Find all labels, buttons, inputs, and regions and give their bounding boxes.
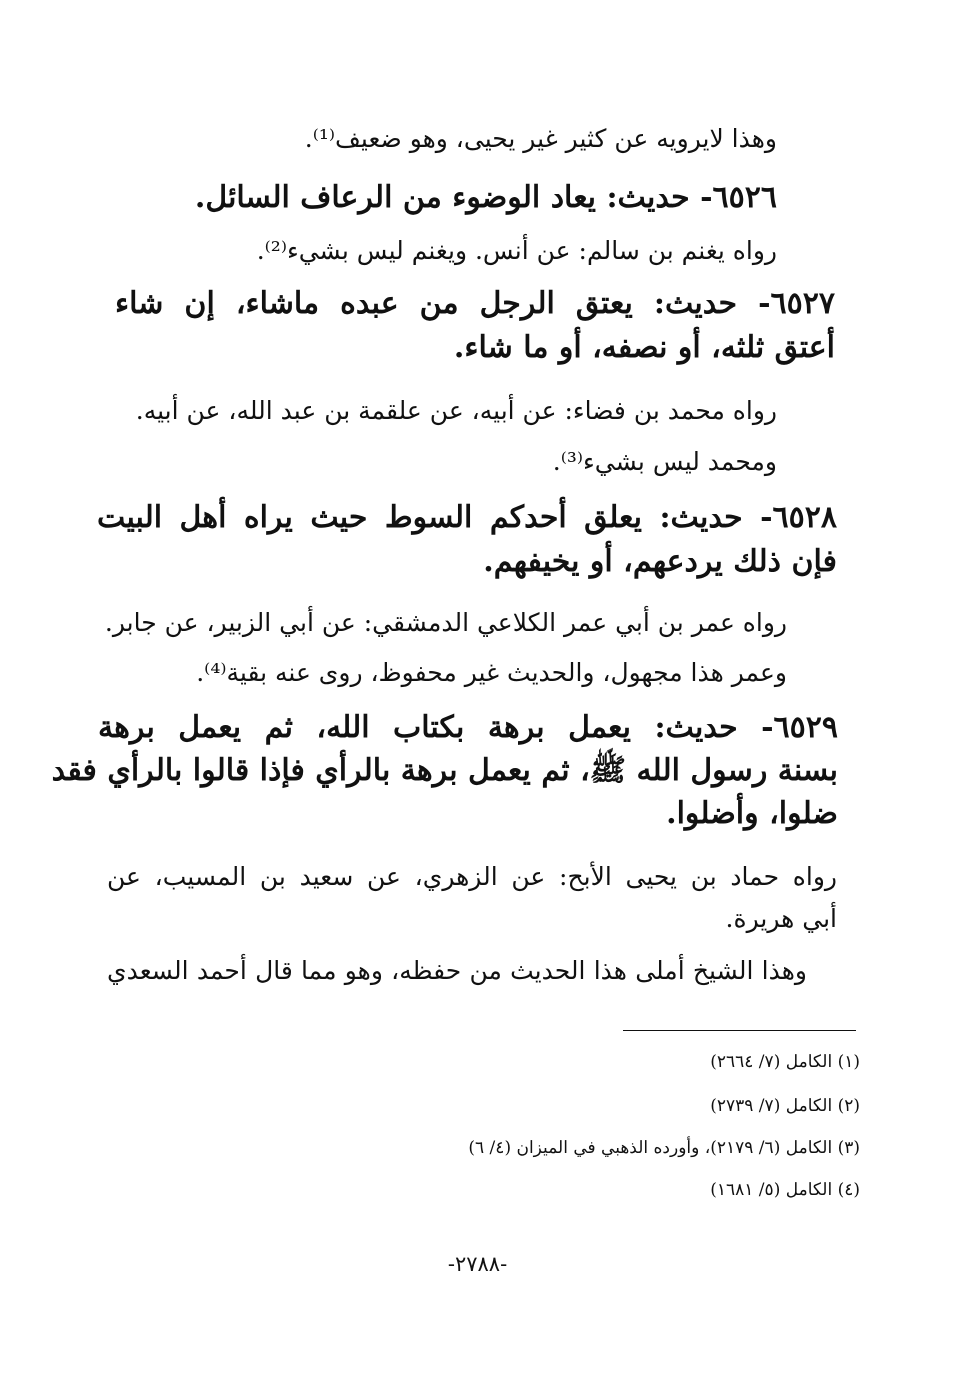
hadith-heading-6527: ٦٥٢٧- حديث: يعتق الرجل من عبده ماشاء، إن شاء	[115, 286, 835, 321]
hadith-heading-6527-cont: أعتق ثلثه، أو نصفه، أو ما شاء.	[453, 330, 835, 365]
footnote-1: (١) الكامل (٧/ ٢٦٦٤)	[710, 1052, 860, 1072]
footnote-2: (٢) الكامل (٧/ ٢٧٣٩)	[710, 1096, 860, 1116]
hadith-heading-6528-cont: فإن ذلك يردعهم، أو يخيفهم.	[483, 544, 837, 579]
footnote-separator	[623, 1030, 856, 1031]
hadith-heading-6529: ٦٥٢٩- حديث: يعمل برهة بكتاب الله، ثم يعمل برهة	[98, 710, 838, 745]
text-line: رواه محمد بن فضاء: عن أبيه، عن علقمة بن عبد الله، عن أبيه.	[135, 396, 777, 425]
hadith-heading-6528: ٦٥٢٨- حديث: يعلق أحدكم السوط حيث يراه أهل البيت	[97, 500, 837, 535]
text-line: ومحمد ليس بشيء⁽³⁾.	[552, 447, 777, 476]
hadith-heading-6529-end: ضلوا، وأضلوا.	[666, 796, 838, 831]
page-number: -٢٧٨٨-	[447, 1252, 508, 1276]
text-line: وهذا لايرويه عن كثير غير يحيى، وهو ضعيف⁽¹⁾.	[304, 124, 777, 153]
hadith-heading-6526: ٦٥٢٦- حديث: يعاد الوضوء من الرعاف السائل.	[194, 180, 777, 215]
text-line: وعمر هذا مجهول، والحديث غير محفوظ، روى عنه بقية⁽⁴⁾.	[196, 658, 787, 687]
text-line: وهذا الشيخ أملى هذا الحديث من حفظه، وهو مما قال أحمد السعدي	[107, 956, 807, 985]
footnote-4: (٤) الكامل (٥/ ١٦٨١)	[710, 1180, 860, 1200]
text-line: أبي هريرة.	[725, 904, 837, 933]
text-line: رواه عمر بن أبي عمر الكلاعي الدمشقي: عن أبي الزبير، عن جابر.	[104, 608, 787, 637]
hadith-heading-6529-cont: بسنة رسول الله ﷺ، ثم يعمل برهة بالرأي فإذا قالوا بالرأي فقد	[51, 753, 838, 788]
footnote-3: (٣) الكامل (٦/ ٢١٧٩)، وأورده الذهبي في الميزان (٤/ ٦)	[468, 1138, 860, 1158]
text-line: رواه حماد بن يحيى الأبح: عن الزهري، عن سعيد بن المسيب، عن	[107, 862, 837, 891]
text-line: رواه يغنم بن سالم: عن أنس. ويغنم ليس بشيء⁽²⁾.	[256, 236, 777, 265]
